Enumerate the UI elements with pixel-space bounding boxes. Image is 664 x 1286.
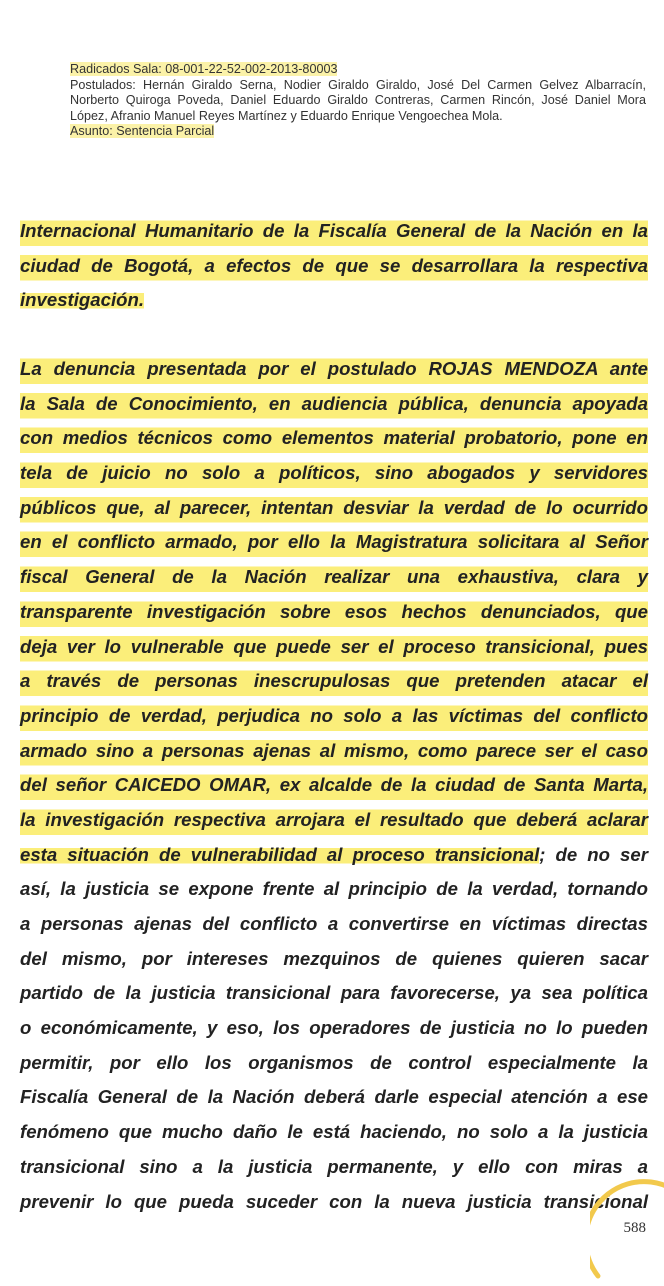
text-line: investigación. bbox=[20, 289, 144, 311]
text-line: prevenir lo que pueda suceder con la nueva justicia transicional bbox=[20, 1190, 648, 1212]
radicados-line: Radicados Sala: 08-001-22-52-002-2013-80003 bbox=[70, 62, 338, 76]
text-line: deja ver lo vulnerable que puede ser el proceso transicional, pues bbox=[20, 630, 648, 665]
text-line: armado sino a personas ajenas al mismo, como parece ser el caso bbox=[20, 734, 648, 769]
text-line: del señor CAICEDO OMAR, ex alcalde de la ciudad de Santa Marta, bbox=[20, 768, 648, 803]
text-line: tela de juicio no solo a políticos, sino abogados y servidores bbox=[20, 456, 648, 491]
text-line: en el conflicto armado, por ello la Magistratura solicitara al Señor bbox=[20, 525, 648, 560]
text-line: a través de personas inescrupulosas que pretenden atacar el bbox=[20, 664, 648, 699]
postulados-line: Postulados: Hernán Giraldo Serna, Nodier Giraldo Giraldo, José Del Carmen Gelvez Albarracín, Norberto Quiroga Poveda, Daniel Eduardo Giraldo Contreras, Carmen Rincón, José Daniel Mora López, Afranio Manuel Reyes Martínez y Eduardo Enrique Vengoechea Mola. bbox=[70, 77, 646, 123]
text-line: Internacional Humanitario de la Fiscalía General de la Nación en la bbox=[20, 214, 648, 249]
text-line-mixed: esta situación de vulnerabilidad al proceso transicional; de no ser bbox=[20, 843, 648, 865]
paragraph-2 bbox=[20, 352, 648, 1219]
text-line: transparente investigación sobre esos hechos denunciados, que bbox=[20, 595, 648, 630]
text-line: con medios técnicos como elementos material probatorio, pone en bbox=[20, 421, 648, 456]
page-number: 588 bbox=[623, 1220, 646, 1236]
text-line: transicional sino a la justicia permanente, y ello con miras a bbox=[20, 1155, 648, 1177]
text-line: la investigación respectiva arrojara el resultado que deberá aclarar bbox=[20, 803, 648, 838]
text-line: Fiscalía General de la Nación deberá darle especial atención a ese bbox=[20, 1086, 648, 1108]
text-line: La denuncia presentada por el postulado ROJAS MENDOZA ante bbox=[20, 352, 648, 387]
text-line: así, la justicia se expone frente al principio de la verdad, tornando bbox=[20, 878, 648, 900]
text-line: la Sala de Conocimiento, en audiencia pública, denuncia apoyada bbox=[20, 387, 648, 422]
text-line: principio de verdad, perjudica no solo a las víctimas del conflicto bbox=[20, 699, 648, 734]
asunto-line: Asunto: Sentencia Parcial bbox=[70, 124, 215, 139]
text-line: fiscal General de la Nación realizar una exhaustiva, clara y bbox=[20, 560, 648, 595]
paragraph-1 bbox=[20, 214, 648, 318]
text-line: o económicamente, y eso, los operadores de justicia no lo pueden bbox=[20, 1017, 648, 1039]
text-line: partido de la justicia transicional para favorecerse, ya sea política bbox=[20, 982, 648, 1004]
text-line: a personas ajenas del conflicto a convertirse en víctimas directas bbox=[20, 913, 648, 934]
text-line: permitir, por ello los organismos de control especialmente la bbox=[20, 1051, 648, 1073]
document-header bbox=[70, 62, 646, 140]
text-line: del mismo, por intereses mezquinos de quienes quieren sacar bbox=[20, 947, 648, 969]
text-line: públicos que, al parecer, intentan desviar la verdad de lo ocurrido bbox=[20, 491, 648, 526]
text-line: ciudad de Bogotá, a efectos de que se desarrollara la respectiva bbox=[20, 249, 648, 284]
text-line: fenómeno que mucho daño le está haciendo, no solo a la justicia bbox=[20, 1121, 648, 1143]
